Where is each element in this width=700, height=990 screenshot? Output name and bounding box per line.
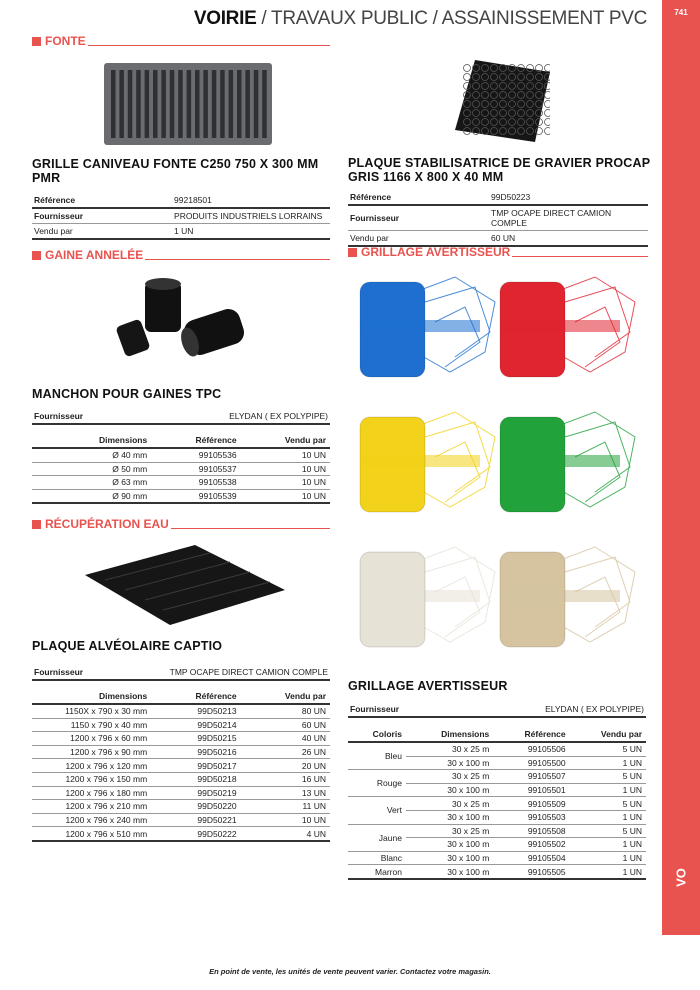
info-row: Référence 99D50223 <box>348 190 648 205</box>
table-row: 1200 x 796 x 120 mm 99D50217 20 UN <box>32 759 330 773</box>
table-header: Dimensions Référence Vendu par <box>32 689 330 704</box>
grille-image <box>103 62 273 146</box>
title-bold: VOIRIE <box>193 8 257 29</box>
grillage-table <box>348 727 646 880</box>
procap-title: PLAQUE STABILISATRICE DE GRAVIER PROCAP GRIS 1166 X 800 X 40 MM <box>348 156 651 184</box>
table-row: 1150X x 790 x 30 mm 99D50213 80 UN <box>32 704 330 718</box>
table-header: Dimensions Référence Vendu par <box>32 433 330 448</box>
manchon-table <box>32 433 330 504</box>
page-title <box>194 8 647 30</box>
plaque-table <box>32 689 330 842</box>
grillage-roll-image <box>355 542 505 657</box>
grillage-title: GRILLAGE AVERTISSEUR <box>348 679 508 693</box>
grille-table <box>32 193 330 240</box>
table-row: 30 x 100 m 99105501 1 UN <box>348 783 646 797</box>
grillage-fournisseur-row: Fournisseur ELYDAN ( EX POLYPIPE) <box>348 702 646 718</box>
grillage-roll-image <box>495 542 645 657</box>
table-row: Vert 30 x 25 m 99105509 5 UN <box>348 797 646 811</box>
grillage-roll-image <box>355 407 505 522</box>
plaque-image <box>85 545 285 625</box>
table-row: Jaune 30 x 25 m 99105508 5 UN <box>348 824 646 838</box>
table-row: 1200 x 796 x 240 mm 99D50221 10 UN <box>32 813 330 827</box>
table-row: 1200 x 796 x 210 mm 99D50220 11 UN <box>32 800 330 814</box>
manchon-image <box>115 272 255 362</box>
footer-note: En point de vente, les unités de vente peuvent varier. Contactez votre magasin. <box>209 967 491 976</box>
table-row: Blanc 30 x 100 m 99105504 1 UN <box>348 851 646 865</box>
side-tab-label: VO <box>673 868 689 887</box>
table-row: Ø 50 mm 99105537 10 UN <box>32 462 330 476</box>
table-header: Coloris Dimensions Référence Vendu par <box>348 727 646 742</box>
info-row: Fournisseur TMP OCAPE DIRECT CAMION COMPLE <box>348 205 648 231</box>
grillage-roll-image <box>495 272 645 387</box>
table-row: 1200 x 796 x 510 mm 99D50222 4 UN <box>32 827 330 841</box>
grillage-roll-image <box>495 407 645 522</box>
table-row: Marron 30 x 100 m 99105505 1 UN <box>348 865 646 879</box>
page-number: 741 <box>674 8 688 17</box>
section-gaine: GAINE ANNELÉE <box>32 248 330 262</box>
table-row: 30 x 100 m 99105502 1 UN <box>348 838 646 852</box>
side-color-bar <box>662 0 700 935</box>
section-recup: RÉCUPÉRATION EAU <box>32 517 330 531</box>
plaque-fournisseur-row: Fournisseur TMP OCAPE DIRECT CAMION COMPLE <box>32 665 330 681</box>
table-row: Bleu 30 x 25 m 99105506 5 UN <box>348 742 646 756</box>
grille-title: GRILLE CANIVEAU FONTE C250 750 X 300 MM PMR <box>32 157 319 185</box>
info-row: Référence 99218501 <box>32 193 330 208</box>
info-row: Vendu par 1 UN <box>32 224 330 240</box>
section-grillage: GRILLAGE AVERTISSEUR <box>348 245 648 259</box>
table-row: 1200 x 796 x 180 mm 99D50219 13 UN <box>32 786 330 800</box>
info-row: Vendu par 60 UN <box>348 231 648 247</box>
procap-image <box>455 60 550 142</box>
table-row: Rouge 30 x 25 m 99105507 5 UN <box>348 770 646 784</box>
table-row: 1150 x 790 x 40 mm 99D50214 60 UN <box>32 718 330 732</box>
title-rest: / TRAVAUX PUBLIC / ASSAINISSEMENT PVC <box>256 8 647 29</box>
table-row: 30 x 100 m 99105500 1 UN <box>348 756 646 770</box>
table-row: Ø 63 mm 99105538 10 UN <box>32 476 330 490</box>
manchon-fournisseur-row: Fournisseur ELYDAN ( EX POLYPIPE) <box>32 409 330 425</box>
manchon-title: MANCHON POUR GAINES TPC <box>32 387 222 401</box>
table-row: Ø 90 mm 99105539 10 UN <box>32 489 330 503</box>
info-row: Fournisseur PRODUITS INDUSTRIELS LORRAINS <box>32 208 330 224</box>
grillage-roll-image <box>355 272 505 387</box>
section-fonte: FONTE <box>32 34 330 48</box>
table-row: 1200 x 796 x 90 mm 99D50216 26 UN <box>32 745 330 759</box>
plaque-title: PLAQUE ALVÉOLAIRE CAPTIO <box>32 639 223 653</box>
table-row: 1200 x 796 x 60 mm 99D50215 40 UN <box>32 732 330 746</box>
procap-table <box>348 190 648 247</box>
table-row: Ø 40 mm 99105536 10 UN <box>32 448 330 462</box>
table-row: 1200 x 796 x 150 mm 99D50218 16 UN <box>32 772 330 786</box>
table-row: 30 x 100 m 99105503 1 UN <box>348 810 646 824</box>
